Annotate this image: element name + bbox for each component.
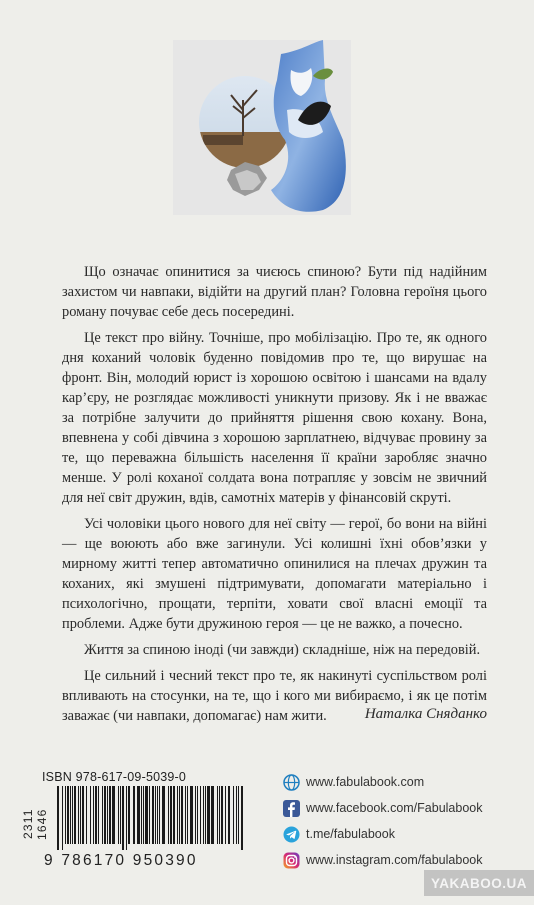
barcode-bar: [162, 786, 165, 844]
barcode-bar: [143, 786, 144, 844]
barcode-bar: [197, 786, 198, 844]
blurb-paragraph: Це сильний і чесний текст про те, як накинуті суспільством ролі впливають на стосунки, на те, що і кого ми вибираємо, і як це потім заважає (чи навпаки, допомагає) нам жити.: [62, 668, 487, 724]
publisher-links: [283, 769, 482, 873]
barcode-bar: [157, 786, 158, 844]
barcode-bar: [241, 786, 243, 850]
barcode-digits: 9 786170 950390: [44, 852, 198, 869]
telegram-icon: [283, 826, 300, 843]
barcode-side-code: 2311 1646: [21, 808, 49, 840]
barcode-bar: [86, 786, 87, 844]
barcode-bar: [145, 786, 148, 844]
yakaboo-watermark: YAKABOO.UA: [424, 870, 534, 896]
barcode-bar: [179, 786, 180, 844]
barcode-bar: [152, 786, 154, 844]
barcode-bar: [211, 786, 214, 844]
barcode-bar: [74, 786, 76, 844]
blurb-paragraph: Усі чоловіки цього нового для неї світу — герої, бо вони на війні — ще воюють або вже загинули. Усі колишні їхні обов’язки у мирному житті тепер автоматично опинилися на плечах дружин та коханих, які змушені підтримувати, допомагати матеріально і психологічно, прощати, терпіти, ховати свої власні емоції та проблеми. Адже бути дружиною героя — це не важко, а почесно.: [62, 516, 487, 632]
instagram-icon: [283, 852, 300, 869]
barcode-bar: [187, 786, 188, 844]
barcode-bar: [228, 786, 230, 844]
barcode-bar: [107, 786, 108, 844]
link-text: www.instagram.com/fabulabook: [306, 853, 483, 867]
barcode-bar: [149, 786, 150, 844]
globe-icon: [283, 774, 300, 791]
link-facebook[interactable]: [283, 795, 482, 821]
barcode-bar: [112, 786, 115, 844]
facebook-icon: [283, 800, 300, 817]
barcode-bar: [93, 786, 94, 844]
barcode-bar: [70, 786, 71, 844]
barcode-bar: [72, 786, 73, 844]
barcode-bar: [170, 786, 172, 844]
link-text: www.fabulabook.com: [306, 775, 425, 789]
barcode-bar: [122, 786, 124, 850]
barcode-bar: [200, 786, 201, 844]
barcode-bar: [109, 786, 111, 844]
blurb-paragraph: Що означає опинитися за чиєюсь спиною? Бути під надійним захистом чи навпаки, відійти на другий план? Головна героїня цього роману почуває себе десь посередині.: [62, 264, 487, 320]
barcode-bar: [238, 786, 239, 844]
barcode-bar: [155, 786, 156, 844]
barcode-bar: [190, 786, 193, 844]
barcode-bar: [128, 786, 130, 844]
barcode-bar: [126, 786, 127, 850]
barcode-bar: [95, 786, 97, 844]
barcode-bar: [221, 786, 223, 844]
barcode-bar: [104, 786, 106, 844]
link-website[interactable]: [283, 769, 482, 795]
barcode-bar: [133, 786, 135, 844]
barcode-bar: [185, 786, 186, 844]
blurb-text: [62, 262, 487, 732]
blurb-author: Наталка Сняданко: [364, 706, 487, 722]
barcode-bar: [90, 786, 91, 844]
barcode-bar: [225, 786, 226, 844]
cover-illustration: [173, 40, 351, 215]
barcode-bar: [65, 786, 66, 844]
link-text: www.facebook.com/Fabulabook: [306, 801, 483, 815]
barcode-bar: [195, 786, 196, 844]
link-text: t.me/fabulabook: [306, 827, 395, 841]
barcode-bar: [62, 786, 63, 850]
barcode-bar: [233, 786, 234, 844]
barcode-bar: [168, 786, 169, 844]
isbn-label: ISBN 978-617-09-5039-0: [42, 770, 187, 784]
barcode-image: [55, 786, 247, 850]
barcode-bar: [118, 786, 119, 844]
barcode-bar: [120, 786, 121, 844]
blurb-paragraph: Це текст про війну. Точніше, про мобілізацію. Про те, як одного дня коханий чоловік буденно повідомив про те, що вирушає на фронт. Він, молодий юрист із хорошою освітою і шансами на вдалу кар’єру, не розглядає можливості уникнути призову. Як і не вважає за потрібне залучити до прийняття рішення свою кохану. Вона, впевнена у собі дівчина з хорошою зарплатнею, відчуває провину за те, що переважна більшість населення її країни заробляє значно менше. У ролі коханої солдата вона потрапляє у зовсім не звичний для неї світ дружин, вдів, самотніх матерів у фінансовій скруті.: [62, 330, 487, 506]
barcode-bar: [98, 786, 99, 844]
barcode-bar: [141, 786, 142, 844]
barcode-bar: [236, 786, 237, 844]
barcode-bar: [78, 786, 79, 844]
link-telegram[interactable]: [283, 821, 482, 847]
barcode-bar: [219, 786, 220, 844]
barcode-bar: [205, 786, 206, 844]
barcode-bar: [217, 786, 218, 844]
barcode-bar: [57, 786, 59, 850]
barcode-bar: [203, 786, 204, 844]
barcode-bar: [137, 786, 140, 844]
barcode-bar: [173, 786, 175, 844]
barcode-bar: [80, 786, 81, 844]
barcode-bar: [67, 786, 69, 844]
barcode-bar: [102, 786, 103, 844]
barcode-bar: [159, 786, 160, 844]
barcode-bar: [82, 786, 84, 844]
blurb-paragraph: Життя за спиною іноді (чи завжди) складніше, ніж на передовій.: [84, 642, 481, 658]
barcode-bar: [181, 786, 183, 844]
barcode-bar: [177, 786, 178, 844]
barcode-bar: [207, 786, 210, 844]
